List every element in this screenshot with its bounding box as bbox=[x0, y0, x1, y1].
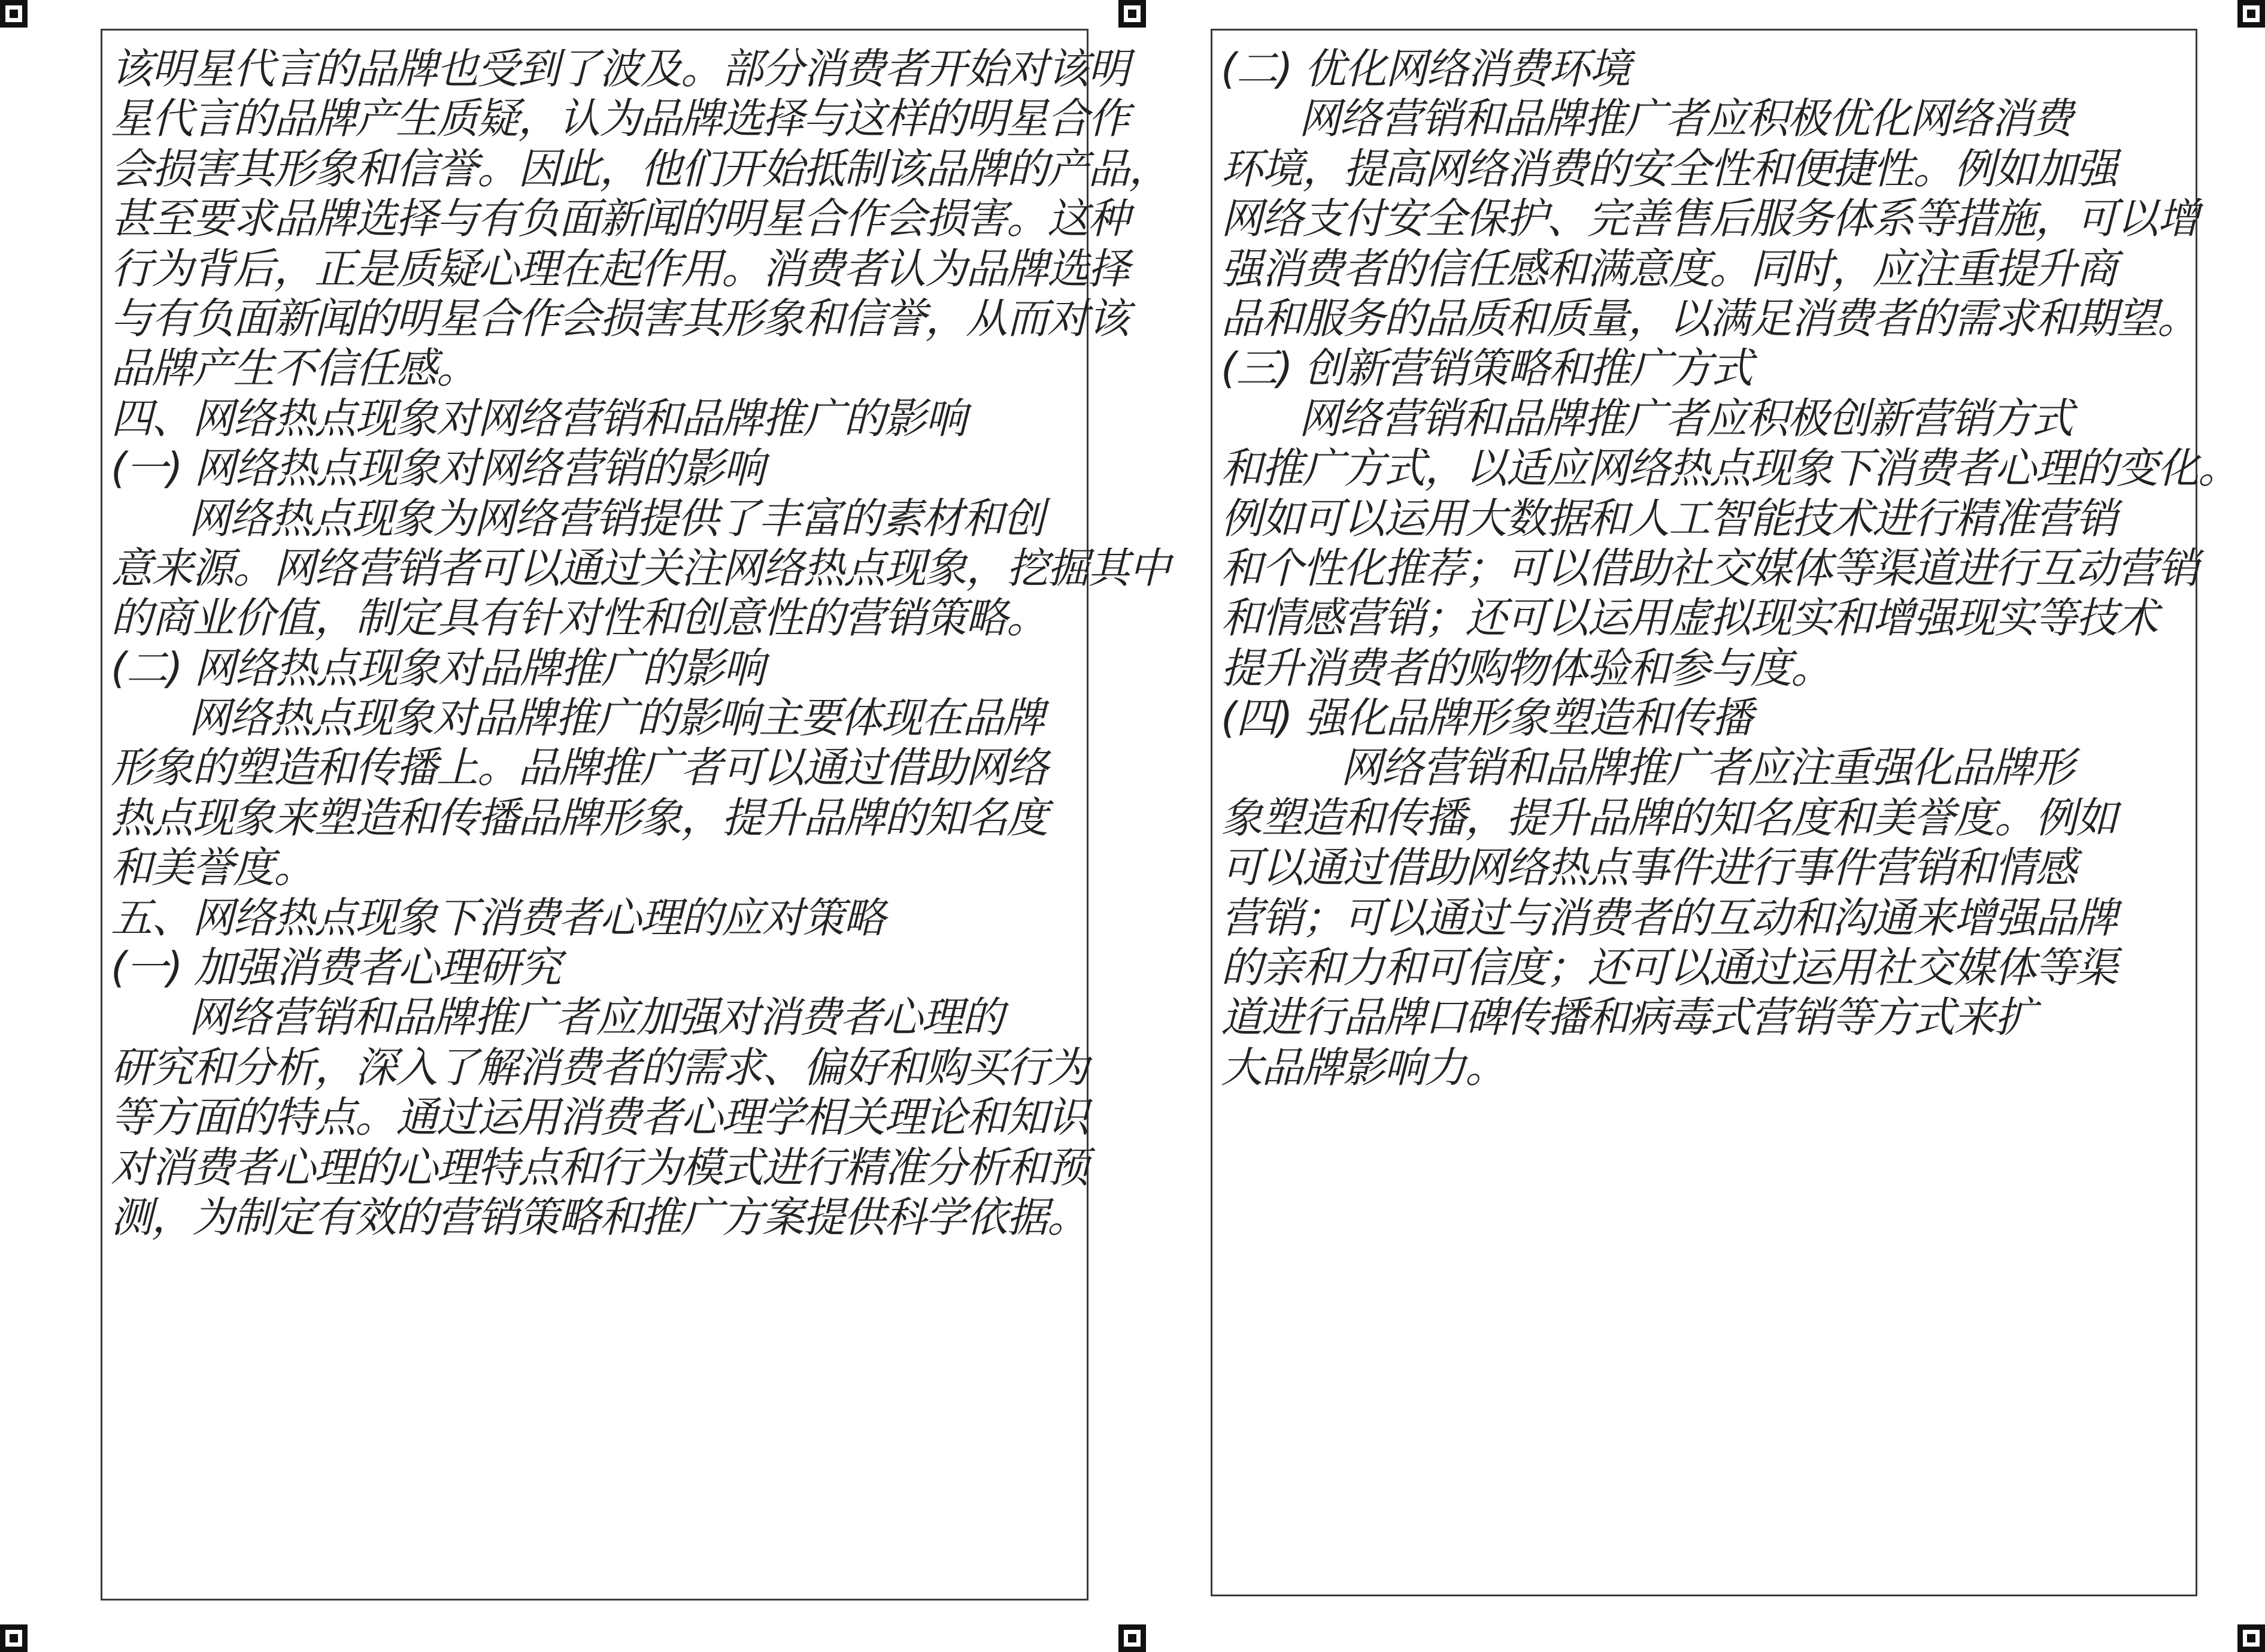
text-line: 与有负面新闻的明星合作会损害其形象和信誉，从而对该 bbox=[111, 293, 1129, 343]
registration-marker-bottom-left bbox=[0, 1624, 28, 1652]
text-line: 网络热点现象对品牌推广的影响主要体现在品牌 bbox=[189, 693, 1044, 743]
text-line: 的亲和力和可信度；还可以通过运用社交媒体等渠 bbox=[1221, 943, 2117, 993]
text-line: 品牌产生不信任感。 bbox=[111, 344, 477, 393]
text-line: 道进行品牌口碑传播和病毒式营销等方式来扩 bbox=[1221, 993, 2035, 1042]
text-line: 大品牌影响力。 bbox=[1221, 1042, 1506, 1092]
subsection-heading: (二) 网络热点现象对品牌推广的影响 bbox=[111, 643, 764, 693]
text-line: 营销；可以通过与消费者的互动和沟通来增强品牌 bbox=[1221, 893, 2117, 942]
text-line: 网络营销和品牌推广者应注重强化品牌形 bbox=[1341, 743, 2073, 793]
text-line: 研究和分析，深入了解消费者的需求、偏好和购买行为 bbox=[111, 1042, 1088, 1092]
text-line: 网络支付安全保护、完善售后服务体系等措施，可以增 bbox=[1221, 194, 2198, 244]
section-heading: 四、网络热点现象对网络营销和品牌推广的影响 bbox=[111, 393, 966, 443]
text-line: 品和服务的品质和质量，以满足消费者的需求和期望。 bbox=[1221, 293, 2198, 343]
text-line: 网络营销和品牌推广者应加强对消费者心理的 bbox=[189, 993, 1003, 1042]
registration-marker-bottom-right bbox=[2237, 1624, 2265, 1652]
subsection-heading: (二) 优化网络消费环境 bbox=[1221, 44, 1630, 93]
text-line: 测，为制定有效的营销策略和推广方案提供科学依据。 bbox=[111, 1192, 1088, 1242]
text-line: 甚至要求品牌选择与有负面新闻的明星合作会损害。这种 bbox=[111, 194, 1129, 244]
text-line: 网络营销和品牌推广者应积极优化网络消费 bbox=[1299, 94, 2072, 144]
text-line: 该明星代言的品牌也受到了波及。部分消费者开始对该明 bbox=[111, 44, 1129, 93]
text-line: 星代言的品牌产生质疑，认为品牌选择与这样的明星合作 bbox=[111, 94, 1129, 144]
text-line: 网络营销和品牌推广者应积极创新营销方式 bbox=[1299, 393, 2072, 443]
text-line: 提升消费者的购物体验和参与度。 bbox=[1221, 643, 1832, 693]
left-page-text bbox=[111, 40, 1169, 1242]
text-line: 意来源。网络营销者可以通过关注网络热点现象，挖掘其中 bbox=[111, 543, 1169, 593]
subsection-heading: (一) 网络热点现象对网络营销的影响 bbox=[111, 444, 764, 493]
text-line: 形象的塑造和传播上。品牌推广者可以通过借助网络 bbox=[111, 743, 1047, 793]
text-line: 网络热点现象为网络营销提供了丰富的素材和创 bbox=[189, 493, 1044, 543]
right-page-text bbox=[1221, 40, 2239, 1092]
text-line: 热点现象来塑造和传播品牌形象，提升品牌的知名度 bbox=[111, 793, 1047, 842]
subsection-heading: (三) 创新营销策略和推广方式 bbox=[1221, 344, 1752, 393]
text-line: 行为背后，正是质疑心理在起作用。消费者认为品牌选择 bbox=[111, 244, 1129, 293]
text-line: 和个性化推荐；可以借助社交媒体等渠道进行互动营销 bbox=[1221, 543, 2198, 593]
left-page bbox=[101, 29, 1169, 1601]
text-line: 强消费者的信任感和满意度。同时，应注重提升商 bbox=[1221, 244, 2117, 293]
text-line: 环境，提高网络消费的安全性和便捷性。例如加强 bbox=[1221, 144, 2117, 193]
text-line: 的商业价值，制定具有针对性和创意性的营销策略。 bbox=[111, 593, 1047, 643]
text-line: 例如可以运用大数据和人工智能技术进行精准营销 bbox=[1221, 493, 2117, 543]
subsection-heading: (四) 强化品牌形象塑造和传播 bbox=[1221, 693, 1752, 743]
text-line: 会损害其形象和信誉。因此，他们开始抵制该品牌的产品， bbox=[111, 144, 1169, 193]
registration-marker-top-left bbox=[0, 0, 28, 28]
registration-marker-top-right bbox=[2237, 0, 2265, 28]
text-line: 和美誉度。 bbox=[111, 843, 314, 893]
text-line: 和推广方式，以适应网络热点现象下消费者心理的变化。 bbox=[1221, 444, 2239, 493]
right-page bbox=[1211, 29, 2239, 1596]
text-line: 对消费者心理的心理特点和行为模式进行精准分析和预 bbox=[111, 1142, 1088, 1192]
registration-marker-top-center bbox=[1118, 0, 1146, 28]
text-line: 可以通过借助网络热点事件进行事件营销和情感 bbox=[1221, 843, 2076, 893]
section-heading: 五、网络热点现象下消费者心理的应对策略 bbox=[111, 893, 884, 942]
text-line: 等方面的特点。通过运用消费者心理学相关理论和知识 bbox=[111, 1093, 1088, 1142]
subsection-heading: (一) 加强消费者心理研究 bbox=[111, 943, 560, 993]
text-line: 象塑造和传播，提升品牌的知名度和美誉度。例如 bbox=[1221, 793, 2117, 842]
registration-marker-bottom-center bbox=[1118, 1624, 1146, 1652]
text-line: 和情感营销；还可以运用虚拟现实和增强现实等技术 bbox=[1221, 593, 2157, 643]
